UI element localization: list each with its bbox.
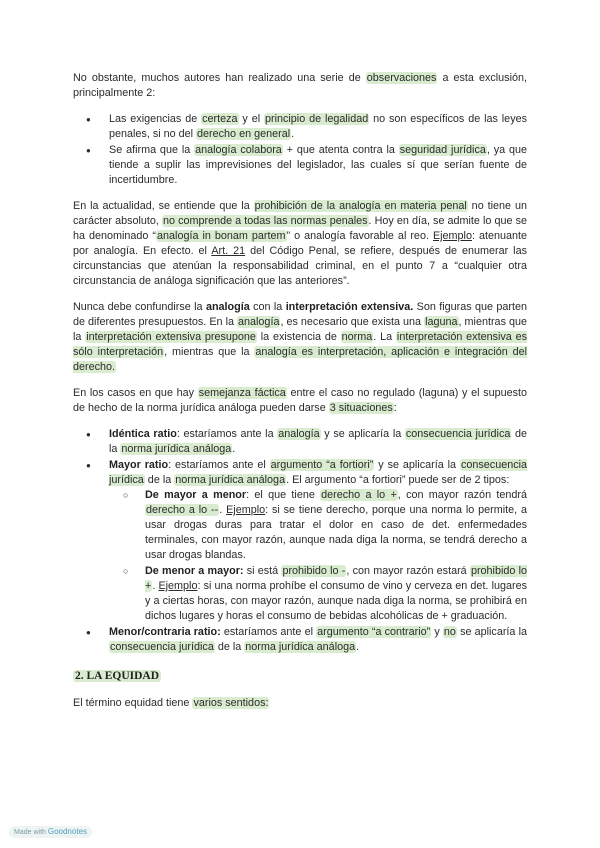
paragraph-equidad: El término equidad tiene varios sentidos: (73, 697, 269, 709)
bullet-list-situaciones (73, 427, 527, 655)
section-heading-equidad: 2. LA EQUIDAD (75, 670, 160, 682)
goodnotes-badge: Made with Goodnotes (9, 826, 92, 838)
paragraph-observaciones: No obstante, muchos autores han realizado una serie de observaciones a esta exclusión, principalmente 2: (73, 72, 527, 99)
sub-list-a-fortiori (109, 488, 527, 624)
list-item: ● Idéntica ratio: estaríamos ante la analogía y se aplicaría la consecuencia jurídica de la norma jurídica análoga. (73, 427, 527, 457)
bullet-list-observaciones (73, 112, 527, 188)
paragraph-analogia-vs-interpretacion: Nunca debe confundirse la analogía con la interpretación extensiva. Son figuras que parten de diferentes presupuestos. En la analogía, es necesario que exista una laguna, mientras que la interpretación extensiva presupone la existencia de norma. La interpretación extensiva es sólo interpretación, mientras que la analogía es interpretación, aplicación e integración del derecho. (73, 301, 528, 373)
sub-list-item: ○ De mayor a menor: el que tiene derecho a lo +, con mayor razón tendrá derecho a lo --. Ejemplo: si se tiene derecho, porque una norma lo permite, a usar drogas duras para tratar el dolor en caso de det. enfermedades terminales, con mayor razón, aunque nada diga la norma, se tendrá derecho a usar drogas blandas. (109, 488, 527, 563)
sub-list-item: ○ De menor a mayor: si está prohibido lo -, con mayor razón estará prohibido lo +. Ejemplo: si una norma prohíbe el consumo de vino y cerveza en det. lugares y a ciertas horas, con mayor razón, aunque nada diga la norma, se prohibirá en dichos lugares y horas el consumo de bebidas alcohólicas de + graduación. (109, 564, 527, 624)
list-item: ● Las exigencias de certeza y el principio de legalidad no son específicos de las leyes penales, si no del derecho en general. (73, 112, 527, 142)
paragraph-actualidad: En la actualidad, se entiende que la prohibición de la analogía en materia penal no tiene un carácter absoluto, no comprende a todas las normas penales. Hoy en día, se admite lo que se ha denominado “analogía in bonam partem” o analogía favorable al reo. Ejemplo: atenuante por analogía. En efecto. el Art. 21 del Código Penal, se refiere, después de enumerar las circunstancias que atenúan la responsabilidad criminal, en el punto 7 a “cualquier otra circunstancia de análoga significación que las anteriores”. (73, 200, 527, 287)
document-page (73, 71, 527, 722)
list-item: ● Menor/contraria ratio: estaríamos ante el argumento “a contrario” y no se aplicaría la consecuencia jurídica de la norma jurídica análoga. (73, 625, 527, 655)
list-item: ● Se afirma que la analogía colabora + que atenta contra la seguridad jurídica, ya que tiende a suplir las imprevisiones del legislador, las cuales sí que serían fuente de incertidumbre. (73, 143, 527, 188)
list-item: ● Mayor ratio: estaríamos ante el argumento “a fortiori” y se aplicaría la consecuencia jurídica de la norma jurídica análoga. El argumento “a fortiori” puede ser de 2 tipos: ○ De mayor a menor: el que tiene derecho a lo +, con mayor razón tendrá derecho a lo --. Ejemplo: si se tiene derecho, porque una norma lo permite, a usar drogas duras para tratar el dolor en caso de det. enfermedades terminales, con mayor razón, aunque nada diga la norma, se tendrá derecho a usar drogas blandas. ○ De menor a mayor: si está prohibido lo -, con mayor razón estará prohibido lo +. Ejemplo: si una norma prohíbe el consumo de vino y cerveza en det. lugares y a ciertas horas, con mayor razón, aunque nada diga la norma, se prohibirá en dichos lugares y horas el consumo de bebidas alcohólicas de + graduación. (73, 458, 527, 624)
paragraph-semejanza: En los casos en que hay semejanza fáctica entre el caso no regulado (laguna) y el supuesto de hecho de la norma jurídica análoga pueden darse 3 situaciones: (73, 387, 527, 414)
